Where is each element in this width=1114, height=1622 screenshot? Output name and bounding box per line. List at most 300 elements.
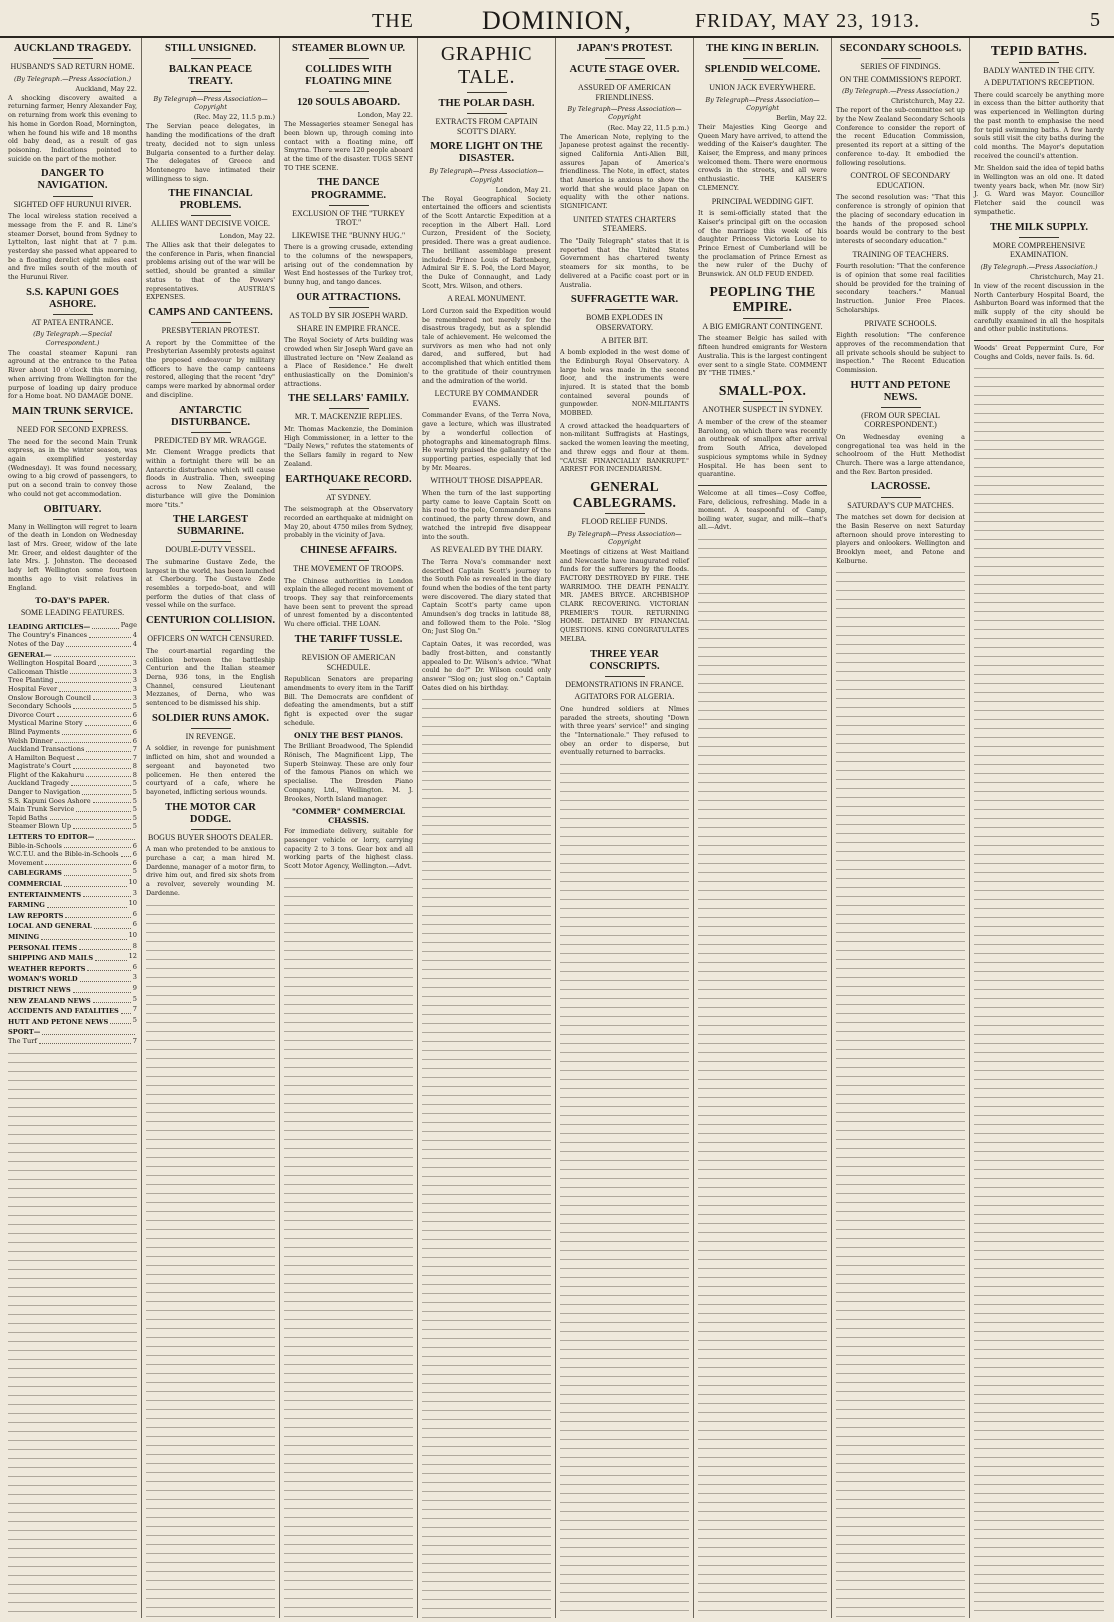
contents-page: 3 — [132, 659, 137, 668]
contents-section: LEADING ARTICLES— — [8, 622, 91, 631]
headline-rule — [329, 58, 369, 59]
article — [560, 649, 689, 758]
article-body: The Royal Society of Arts building was crowded when Sir Joseph Ward gave an illustrated lecture on "New Zealand as a Place of Residence." He dwelt enthusiastically on the Dominion's attractions. — [284, 336, 413, 388]
contents-page: 5 — [132, 994, 137, 1003]
article — [146, 405, 275, 510]
advert-title: "COMMER" COMMERCIAL CHASSIS. — [291, 807, 406, 826]
article-body: A crowd attacked the headquarters of non-militant Suffragists at Hastings, sacked the women leaving the meeting, and threw eggs and flour at them. "CAUSE FINANCIALLY BANKRUPT." ARREST FOR INCENDIARISM. — [560, 421, 689, 474]
contents-item: The Turf — [8, 1036, 37, 1045]
contents-row — [8, 920, 137, 931]
article — [8, 596, 137, 1045]
contents-row — [8, 621, 137, 632]
article — [698, 43, 827, 193]
headline: TEPID BATHS. — [990, 43, 1088, 58]
contents-section: ENTERTAINMENTS — [8, 890, 82, 899]
deck: REVISION OF AMERICAN SCHEDULE. — [301, 652, 396, 672]
leader-dots — [110, 1016, 131, 1025]
contents-page: 7 — [132, 1036, 137, 1045]
leader-dots — [70, 668, 131, 675]
headline: SMALL-POX. — [718, 382, 807, 398]
article-body: Captain Oates, it was recorded, was badly frost-bitten, and constantly appealed to Dr. Wilson's advice. "What could he do?" Dr. Wilson could only answer "Slog on; just slog on." Captain Oates died on his birthday. — [422, 640, 551, 692]
headline: GENERAL CABLEGRAMS. — [572, 478, 677, 510]
contents-page: 6 — [132, 858, 137, 867]
deck: LIKEWISE THE "BUNNY HUG." — [291, 230, 406, 240]
dateline: Christchurch, May 21. — [1030, 272, 1104, 281]
leader-dots — [64, 842, 131, 849]
deck: OFFICERS ON WATCH CENSURED. — [147, 634, 274, 644]
headline: OBITUARY. — [43, 503, 102, 515]
sub-headline: SPLENDID WELCOME. — [704, 64, 821, 76]
contents-item: Welsh Dinner — [8, 736, 53, 745]
leader-dots — [94, 920, 131, 929]
headline-rule — [881, 407, 921, 408]
article — [422, 294, 551, 385]
headline-rule — [881, 497, 921, 498]
article — [146, 188, 275, 302]
headline-rule — [329, 205, 369, 206]
article-body: The need for the second Main Trunk express, as in the winter season, was again exemplified yesterday (Wednesday). It was found necessary, owing to a big crowd of passengers, to put on a second train to convey those who could not get accommodation. — [8, 437, 137, 498]
contents-page: 6 — [132, 727, 137, 736]
article-body: The matches set down for decision at the Basin Reserve on next Saturday afternoon should prove interesting to players and onlookers. Wellington and Brooklyn meet, and Petone and Kelburne. — [836, 513, 965, 565]
contents-page: 3 — [132, 888, 137, 897]
dateline: London, May 22. — [219, 232, 275, 241]
headline: THE TARIFF TUSSLE. — [294, 633, 403, 645]
contents-row — [8, 1005, 137, 1016]
article — [8, 168, 137, 281]
headline: THE FINANCIAL PROBLEMS. — [168, 188, 253, 212]
headline-rule — [743, 79, 783, 80]
contents-page: 7 — [132, 753, 137, 762]
contents-row — [8, 711, 137, 720]
leader-dots — [82, 788, 131, 795]
article-body: The second resolution was: "That this conference is strongly of opinion that the placing of secondary education in the hands of the proposed school boards would be contrary to the best interests of secondary education." — [836, 193, 965, 245]
dateline: London, May 21. — [495, 185, 551, 194]
contents-row — [8, 984, 137, 995]
article-body: For immediate delivery, suitable for passenger vehicle or lorry, carrying capacity 2 to 3 tons. Gear box and all working parts of the highest class. Scott Motor Agency, Wellington.—Advt. — [284, 827, 413, 871]
contents-page: 5 — [132, 788, 137, 797]
column-text-filler — [836, 568, 965, 1618]
contents-row — [8, 899, 137, 910]
article-body: The Messageries steamer Senegal has been blown up, through coming into contact with a floating mine, off Smyrna. There were 120 people aboard at the time of the disaster. TUGS SENT TO THE SCENE. — [284, 120, 413, 172]
leader-dots — [76, 805, 131, 812]
article-body: Fourth resolution: "That the conference is of opinion that some real facilities should be provided for the training of secondary teachers." Manual Instruction. Junior Free Places. Scholarships. — [836, 262, 965, 314]
deck: (FROM OUR SPECIAL CORRESPONDENT.) — [861, 410, 940, 430]
sub-headline: MORE LIGHT ON THE DISASTER. — [430, 141, 543, 165]
headline-rule — [743, 318, 783, 319]
article-body: There is a growing crusade, extending to the columns of the newspapers, arising out of the condemnation by West End hostesses of the Turkey trot, bunny hug, and tango dances. — [284, 243, 413, 287]
column-8 — [970, 38, 1108, 1618]
headline: DANGER TO NAVIGATION. — [37, 168, 108, 192]
article-body: A shocking discovery awaited a returning farmer, Henry Alexander Fay, on returning from work this evening to his home in Gordon Road, Mornington, when he found his wife and 18 months old baby dead, as a result of gas poisoning. Indications pointed to suicide on the part of the mother. — [8, 93, 137, 163]
contents-row — [8, 973, 137, 984]
advertisement: Woods' Great Peppermint Cure, For Coughs and Colds, never fails. Is. 6d. — [974, 340, 1104, 361]
contents-row — [8, 728, 137, 737]
contents-page: 4 — [132, 639, 137, 648]
contents-item: Movement — [8, 858, 44, 867]
headline: THE DANCE PROGRAMME. — [311, 177, 386, 201]
leader-dots — [65, 910, 130, 919]
contents-item: Magistrate's Court — [8, 762, 72, 771]
article-body: Mr. Sheldon said the idea of tepid baths in Wellington was an old one. It dated twenty years back, when Mr. (now Sir) J. G. Ward was Mayor. Councillor Fletcher said the council was sympathetic. — [974, 164, 1104, 216]
contents-page: 8 — [132, 770, 137, 779]
dateline: Auckland, May 22. — [75, 84, 137, 93]
article-body: The American Note, replying to the Japanese protest against the recently-signed California Anti-Alien Bill, assures Japan of America's friendliness. The Note, in effect, states that America is anxious to show the world that she would place Japan on equality with the other nations. SIGNIFICANT. — [560, 132, 689, 211]
headline-rule — [605, 309, 645, 310]
headline: ANTARCTIC DISTURBANCE. — [170, 404, 251, 428]
sub-headline: COLLIDES WITH FLOATING MINE — [305, 64, 392, 88]
contents-section: LETTERS TO EDITOR— — [8, 833, 95, 842]
leader-dots — [62, 728, 131, 735]
article — [974, 43, 1104, 160]
article-body: The court-martial regarding the collision between the battleship Centurion and the Italian steamer Derna, 936 tons, in the English Channel, censured Lieutenant Mezzanes, of Derna, who was sentenced to be dismissed his ship. — [146, 646, 275, 708]
leader-dots — [89, 631, 131, 638]
contents-item: Auckland Transactions — [8, 745, 85, 754]
article — [560, 422, 689, 474]
contents-row — [8, 963, 137, 974]
deck: UNION JACK EVERYWHERE. — [709, 83, 816, 93]
contents-row — [8, 771, 137, 780]
article-body: The "Daily Telegraph" states that it is reported that the United States Government has chartered twenty steamers for six months, to be delivered at a Pacific coast port or in Australia. — [560, 237, 689, 289]
masthead-title: DOMINION, — [482, 6, 632, 35]
contents-section: COMMERCIAL — [8, 880, 63, 889]
column-text-filler — [698, 535, 827, 1618]
contents-row — [8, 814, 137, 823]
contents-row — [8, 842, 137, 851]
contents-item: Hospital Fever — [8, 684, 58, 693]
deck: A BIG EMIGRANT CONTINGENT. — [702, 321, 823, 331]
headline: GRAPHIC TALE. — [440, 43, 533, 88]
byline: (By Telegraph.—Special Correspondent.) — [33, 330, 112, 347]
deck: AS REVEALED BY THE DIARY. — [430, 545, 543, 555]
deck: ALLIES WANT DECISIVE VOICE. — [150, 219, 271, 229]
article — [560, 294, 689, 417]
advert-title: ONLY THE BEST PIANOS. — [294, 731, 403, 741]
contents-page: 6 — [132, 962, 137, 971]
leader-dots — [42, 1026, 135, 1035]
contents-item: Steamer Blown Up — [8, 822, 72, 831]
headline-rule — [191, 215, 231, 216]
contents-page: 5 — [132, 702, 137, 711]
column-6 — [694, 38, 832, 1618]
contents-section: LAW REPORTS — [8, 911, 64, 920]
article — [560, 43, 689, 211]
byline: By Telegraph—Press Association—Copyright — [567, 105, 682, 122]
headline: SOLDIER RUNS AMOK. — [152, 712, 269, 724]
deck: PRIVATE SCHOOLS. — [864, 318, 937, 328]
deck: IN REVENGE. — [185, 731, 236, 741]
leader-dots — [98, 659, 131, 666]
headline-rule — [467, 92, 507, 93]
byline: By Telegraph—Press Association—Copyright — [705, 95, 820, 112]
article-body: Commander Evans, of the Terra Nova, gave a lecture, which was illustrated by a wonderful collection of photographs and kinematograph films. He warmly praised the gallantry of the supporting parties, especially that led by Mr. Meares. — [422, 411, 551, 472]
article — [8, 406, 137, 499]
contents-page: 3 — [132, 684, 137, 693]
article-body: The Brilliant Broadwood, The Splendid Rönisch, The Magnificent Lipp, The Superb Steinway. These are only four of the famous Pianos on which we specialise. The Dresden Piano Company, Ltd., Wellington. M. J. Brookes, North Island manager. — [284, 742, 413, 803]
contents-row — [8, 822, 137, 831]
contents-row — [8, 831, 137, 842]
newspaper-page — [4, 38, 1110, 1618]
article-body: In view of the recent discussion in the North Canterbury Hospital Board, the Ashburton Board was informed that the milk supply of the city should be carefully examined in all the hospitals and other public institutions. — [974, 281, 1104, 334]
leader-dots — [54, 649, 135, 658]
headline-rule — [467, 113, 507, 114]
contents-item: Danger to Navigation — [8, 788, 81, 797]
deck: DEMONSTRATIONS IN FRANCE. — [565, 679, 684, 689]
contents-item: The Country's Finances — [8, 631, 88, 640]
contents-section: CABLEGRAMS — [8, 869, 62, 878]
leader-dots — [73, 822, 131, 829]
leader-dots — [55, 676, 130, 683]
column-text-filler — [560, 760, 689, 1618]
article-body: The coastal steamer Kapuni ran aground at the entrance to the Patea River about 10 o'clock this morning, when arriving from Wellington for the purpose of loading up dairy produce for a Home boat. NO DAMAGE DONE. — [8, 348, 137, 401]
leader-dots — [55, 737, 131, 744]
contents-page: 6 — [132, 736, 137, 745]
headline: OUR ATTRACTIONS. — [296, 291, 401, 303]
article — [974, 164, 1104, 216]
article-body: There could scarcely be anything more in excess than the bitter authority that was experienced in Wellington during the past month to emphasise the need for tepid swimming baths. A few hardy souls still visit the city baths during the cold months. The Mayor's deputation received the council's attention. — [974, 90, 1104, 160]
headline: CHINESE AFFAIRS. — [300, 545, 397, 556]
leader-dots — [66, 640, 131, 647]
article — [422, 545, 551, 636]
byline: By Telegraph—Press Association—Copyright — [153, 95, 268, 112]
contents-page: 3 — [132, 676, 137, 685]
column-3 — [280, 38, 418, 1618]
leader-dots — [71, 779, 131, 786]
contents-row — [8, 995, 137, 1006]
column-7 — [832, 38, 970, 1618]
article — [560, 215, 689, 289]
page-number: 5 — [1090, 9, 1100, 31]
contents-section: WOMAN'S WORLD — [8, 975, 78, 984]
article — [836, 171, 965, 245]
leader-dots — [86, 771, 131, 778]
deck: ANOTHER SUSPECT IN SYDNEY. — [702, 405, 823, 415]
article-body: The submarine Gustave Zede, the largest in the world, has been launched at Cherbourg. The Gustave Zede resembles a torpedo-boat, and will perform the duties of that class of vessel while on the surface. — [146, 557, 275, 610]
contents-row — [8, 1037, 137, 1046]
headline-rule — [329, 489, 369, 490]
masthead — [0, 0, 1114, 38]
headline: EARTHQUAKE RECORD. — [285, 473, 412, 485]
deck: EXCLUSION OF THE "TURKEY TROT." — [292, 208, 405, 228]
leader-dots — [73, 702, 130, 709]
deck: EXTRACTS FROM CAPTAIN SCOTT'S DIARY. — [435, 117, 538, 136]
contents-page: 5 — [132, 813, 137, 822]
article — [146, 713, 275, 797]
article — [146, 802, 275, 898]
article — [284, 43, 413, 172]
leader-dots — [93, 995, 131, 1004]
contents-section: NEW ZEALAND NEWS — [8, 996, 91, 1005]
contents-row — [8, 719, 137, 728]
article — [974, 340, 1104, 361]
article — [146, 307, 275, 400]
contents-page: 5 — [132, 867, 137, 876]
contents-page: 5 — [132, 822, 137, 831]
leader-dots — [57, 711, 131, 718]
contents-section: FARMING — [8, 901, 45, 910]
leader-dots — [83, 889, 131, 898]
contents-row — [8, 762, 137, 771]
column-4 — [418, 38, 556, 1618]
article — [836, 481, 965, 565]
deck: PREDICTED BY MR. WRAGGE. — [154, 435, 267, 445]
deck: PRESBYTERIAN PROTEST. — [161, 326, 260, 336]
article — [836, 319, 965, 375]
leader-dots — [64, 867, 131, 876]
headline-rule — [191, 728, 231, 729]
dateline: (Rec. May 22, 11.5 p.m.) — [193, 113, 275, 122]
contents-row — [8, 889, 137, 900]
headline-rule — [743, 58, 783, 59]
article-body: A report by the Committee of the Presbyterian Assembly protests against the proposed endeavour by military officers to have the camp canteens restored, alleging that the recent "dry" camps were marked by abnormal order and discipline. — [146, 338, 275, 399]
sub-headline: ACUTE STAGE OVER. — [569, 64, 680, 76]
contents-row — [8, 952, 137, 963]
contents-row — [8, 797, 137, 806]
headline: THE KING IN BERLIN. — [706, 43, 819, 54]
contents-row — [8, 737, 137, 746]
column-text-filler — [146, 901, 275, 1618]
article — [284, 292, 413, 388]
contents-item: Notes of the Day — [8, 639, 65, 648]
column-2 — [142, 38, 280, 1618]
column-1 — [4, 38, 142, 1618]
article — [8, 504, 137, 593]
headline-rule — [743, 401, 783, 402]
headline: THE SELLARS' FAMILY. — [288, 393, 409, 405]
column-text-filler — [284, 874, 413, 1618]
contents-page: 10 — [128, 930, 137, 939]
leader-dots — [64, 878, 126, 887]
leader-dots — [86, 745, 130, 752]
article-body: The Chinese authorities in London explain the alleged recent movement of troops. They say that reinforcements have been sent to prevent the spread of unrest fomented by a discontented Wu chere official. THE LOAN. — [284, 576, 413, 629]
contents-row — [8, 931, 137, 942]
article — [836, 380, 965, 477]
contents-row — [8, 850, 137, 859]
deck: AGITATORS FOR ALGERIA. — [574, 692, 675, 702]
article-body: One hundred soldiers at Nîmes paraded the streets, shouting "Down with three years' service!" and singing the "Internationale." They refused to obey an order to disperse, but eventually returned to barracks. — [560, 704, 689, 757]
article — [974, 222, 1104, 335]
contents-item: Main Trunk Service — [8, 805, 75, 814]
contents-section: DISTRICT NEWS — [8, 985, 71, 994]
headline-rule — [191, 630, 231, 631]
headline: AUCKLAND TRAGEDY. — [13, 43, 132, 54]
contents-page: 6 — [132, 920, 137, 929]
column-5 — [556, 38, 694, 1618]
contents-row — [8, 910, 137, 921]
contents-row — [8, 1016, 137, 1027]
contents-page: 5 — [132, 1015, 137, 1024]
headline-rule — [1019, 62, 1059, 63]
headline-rule — [191, 91, 231, 92]
leader-dots — [121, 850, 131, 857]
headline-rule — [191, 541, 231, 542]
headline: THE MILK SUPPLY. — [989, 221, 1089, 233]
contents-row — [8, 685, 137, 694]
deck: NEED FOR SECOND EXPRESS. — [16, 425, 129, 434]
contents-item: W.C.T.U. and the Bible-in-Schools — [8, 850, 119, 859]
leader-dots — [50, 814, 131, 821]
contents-row — [8, 631, 137, 640]
leader-dots — [80, 973, 131, 982]
article — [836, 250, 965, 315]
contents-item: Blind Payments — [8, 727, 60, 736]
contents-item: Bible-in-Schools — [8, 841, 62, 850]
contents-section: ACCIDENTS AND FATALITIES — [8, 1007, 119, 1016]
deck: LECTURE BY COMMANDER EVANS. — [434, 389, 539, 408]
article-body: The report of the sub-committee set up by the New Zealand Secondary Schools Conference to consider the report of the recent Education Commission, presented its report at a sitting of the conference to-day. It embodied the following resolutions. — [836, 106, 965, 167]
article — [8, 43, 137, 163]
headline: JAPAN'S PROTEST. — [576, 43, 673, 54]
contents-row — [8, 745, 137, 754]
byline: (By Telegraph.—Press Association.) — [13, 74, 132, 83]
deck: MORE COMPREHENSIVE EXAMINATION. — [992, 240, 1086, 260]
leader-dots — [41, 931, 126, 940]
leader-dots — [93, 694, 131, 701]
article-body: Many in Wellington will regret to learn of the death in London on Wednesday last of Mrs. Greer, widow of the late Mr. Greer, and eldest daughter of the late Mrs. J. Johnston. The deceased lady left Wellington some fourteen months ago to visit relatives in England. — [8, 522, 137, 592]
headline: LACROSSE. — [870, 481, 931, 493]
leader-dots — [85, 719, 131, 726]
article-body: Meetings of citizens at West Maitland and Newcastle have inaugurated relief funds for the sufferers by the floods. FACTORY DESTROYED BY FIRE. THE WARRIMOO. THE DEATH PENALTY. MR. JAMES BRYCE. ARCHBISHOP CLARK RECOVERING. VICTORIAN PREMIER'S TOUR. RETURNING HOME. DETAINED BY FINANCIAL QUESTIONS. KING CONGRATULATES MELBA. — [560, 547, 689, 643]
contents-section: MINING — [8, 932, 40, 941]
leader-dots — [73, 984, 131, 993]
headline-rule — [605, 58, 645, 59]
deck: UNITED STATES CHARTERS STEAMERS. — [573, 214, 676, 234]
article-body: Their Majesties King George and Queen Mary have arrived, to attend the wedding of the Kaiser's daughter. The Kaiser, the Empress, and many princes welcomed them. There were enormous crowds in the streets, and all were enthusiastic. THE KAISER'S CLEMENCY. — [698, 122, 827, 192]
advertisement: Welcome at all times—Cosy Coffee, Fare, delicious, refreshing. Made in a moment. A teaspoonful of Camp, boiling water, sugar, and milk—that's all.—Advt. — [698, 485, 827, 532]
deck: A DEPUTATION'S RECEPTION. — [983, 78, 1095, 88]
contents-row — [8, 867, 137, 878]
deck: BOMB EXPLODES IN OBSERVATORY. — [586, 313, 663, 332]
leader-dots — [92, 621, 119, 630]
sub-headline: THE POLAR DASH. — [438, 98, 535, 109]
contents-page: 5 — [132, 796, 137, 805]
deck: SERIES OF FINDINGS. — [860, 62, 941, 72]
deck: SHARE IN EMPIRE FRANCE. — [296, 323, 401, 333]
headline-rule — [881, 58, 921, 59]
article — [698, 284, 827, 378]
article — [422, 640, 551, 692]
leader-dots — [39, 1037, 131, 1044]
article-body: The Allies ask that their delegates to the conference in Paris, when financial problems arising out of the war will be settled, should be granted a similar status to that of the Powers' representatives. AUSTRIA'S EXPENSES. — [146, 241, 275, 302]
contents-item: A Hamilton Bequest — [8, 753, 76, 762]
masthead-the: THE — [372, 10, 414, 32]
contents-page: 6 — [132, 841, 137, 850]
contents-page: 7 — [132, 1005, 137, 1014]
article — [422, 43, 551, 290]
deck: MR. T. MACKENZIE REPLIES. — [294, 412, 403, 422]
headline: SECONDARY SCHOOLS. — [839, 43, 962, 54]
contents-item: Tepid Baths — [8, 813, 48, 822]
article — [422, 389, 551, 472]
contents-item: S.S. Kapuni Goes Ashore — [8, 796, 91, 805]
contents-page: 5 — [132, 779, 137, 788]
article — [698, 197, 827, 279]
headline-rule — [53, 196, 93, 197]
dateline: London, May 22. — [357, 111, 413, 120]
byline: By Telegraph—Press Association—Copyright — [567, 529, 682, 546]
article-body: The Servian peace delegates, in handing the modifications of the draft treaty, decided not to sign unless Bulgaria consented to a further delay. The delegates of Greece and Montenegro have intimated their willingness to sign. — [146, 122, 275, 183]
contents-row — [8, 676, 137, 685]
contents-row — [8, 702, 137, 711]
headline: STILL UNSIGNED. — [164, 43, 257, 54]
headline: HUTT AND PETONE NEWS. — [850, 379, 951, 403]
deck: AT PATEA ENTRANCE. — [31, 317, 114, 327]
deck: SIGHTED OFF HURUNUI RIVER. — [13, 199, 132, 209]
contents-page: 10 — [128, 878, 137, 887]
contents-item: Divorce Court — [8, 710, 55, 719]
contents-row — [8, 754, 137, 763]
dateline: (Rec. May 22, 11.5 p.m.) — [607, 123, 689, 132]
headline: SUFFRAGETTE WAR. — [570, 294, 679, 306]
